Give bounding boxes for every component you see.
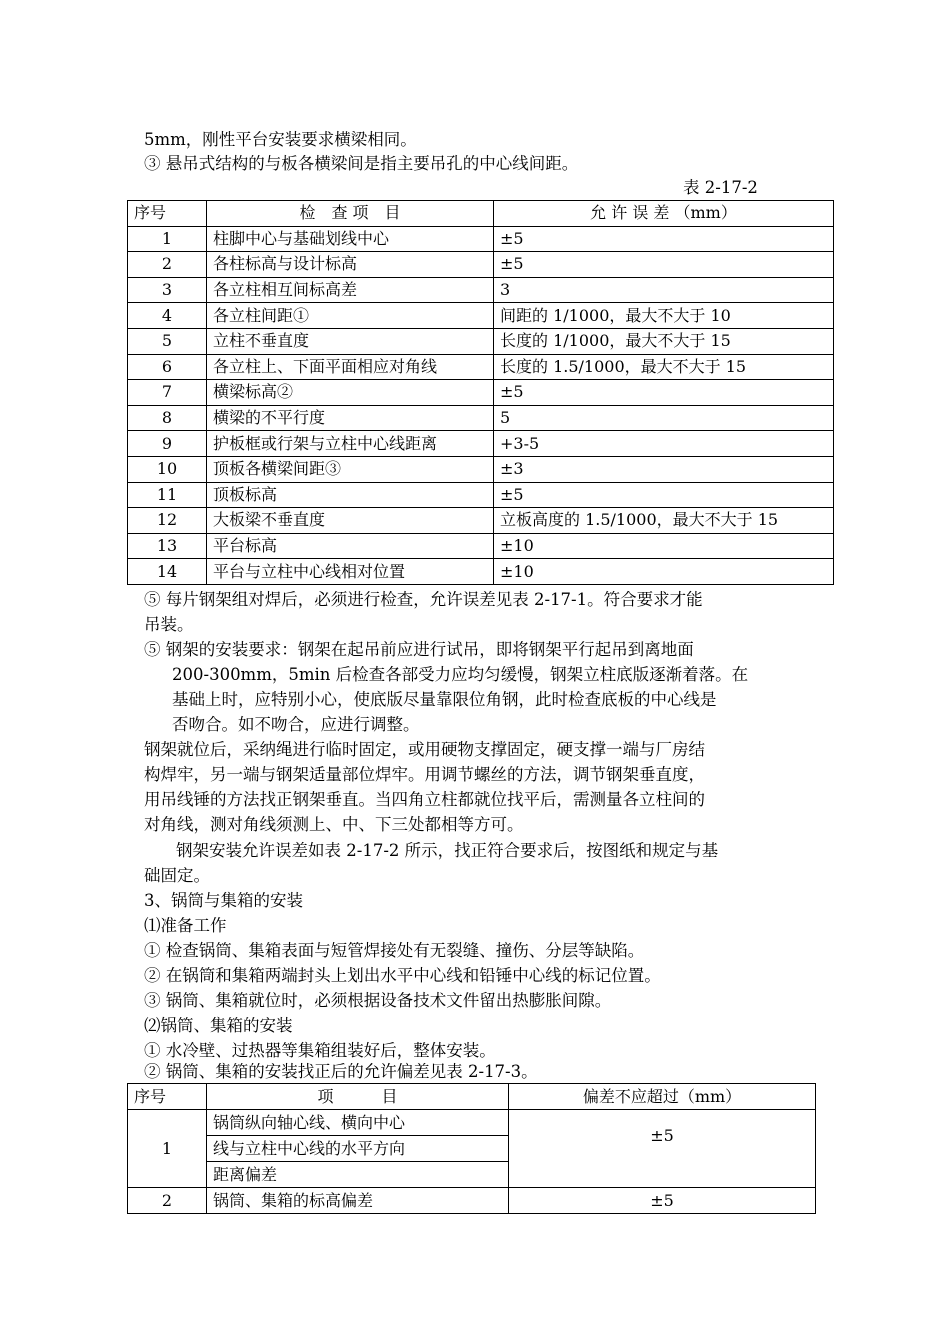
row-tolerance: ±10 — [494, 533, 834, 559]
table-row — [128, 456, 834, 482]
row-no: 12 — [128, 508, 207, 534]
table-row — [128, 303, 834, 329]
row-no: 8 — [128, 405, 207, 431]
row-item: 顶板标高 — [207, 482, 494, 508]
para-2-line-4: 否吻合。如不吻合，应进行调整。 — [172, 715, 420, 734]
row-item: 各立柱间距① — [207, 303, 494, 329]
table-row — [128, 1110, 816, 1136]
row-tolerance: 3 — [494, 277, 834, 303]
table-header-row — [128, 1084, 816, 1110]
table-header-row — [128, 201, 834, 227]
row-item: 大板梁不垂直度 — [207, 508, 494, 534]
row-no: 2 — [128, 1188, 207, 1214]
para-3-line-1: 钢架就位后，采纳绳进行临时固定，或用硬物支撑固定，硬支撑一端与厂房结 — [144, 740, 705, 759]
para-1-line-1: ⑤ 每片钢架组对焊后，必须进行检查，允许误差见表 2-17-1。符合要求才能 — [144, 590, 703, 609]
table-row — [128, 508, 834, 534]
row-item: 各立柱相互间标高差 — [207, 277, 494, 303]
row-tolerance: ±5 — [494, 252, 834, 278]
table-row — [128, 1188, 816, 1214]
para-1-line-2: 吊装。 — [144, 615, 194, 634]
para-2-line-2: 200-300mm，5min 后检查各部受力应均匀缓慢，钢架立柱底版逐渐着落。在 — [172, 665, 749, 684]
subsection-prep: ⑴准备工作 — [144, 916, 227, 935]
row-item-line: 锅筒纵向轴心线、横向中心 — [207, 1110, 509, 1136]
row-item: 柱脚中心与基础划线中心 — [207, 226, 494, 252]
header-item: 项 目 — [207, 1084, 509, 1110]
para-4-line-2: 础固定。 — [144, 866, 210, 885]
section-heading: 3、锅筒与集箱的安装 — [144, 891, 303, 910]
table-row — [128, 405, 834, 431]
intro-line-1: 5mm，刚性平台安装要求横梁相同。 — [144, 130, 417, 149]
row-no: 14 — [128, 559, 207, 585]
row-no: 3 — [128, 277, 207, 303]
row-no: 10 — [128, 456, 207, 482]
para-3-line-3: 用吊线锤的方法找正钢架垂直。当四角立柱都就位找平后，需测量各立柱间的 — [144, 790, 705, 809]
row-item: 锅筒、集箱的标高偏差 — [207, 1188, 509, 1214]
row-no: 6 — [128, 354, 207, 380]
row-item: 顶板各横梁间距③ — [207, 456, 494, 482]
row-tolerance: 5 — [494, 405, 834, 431]
install-item-2: ② 锅筒、集箱的安装找正后的允许偏差见表 2-17-3。 — [144, 1062, 538, 1081]
table-row — [128, 559, 834, 585]
table-row — [128, 431, 834, 457]
row-item: 护板框或行架与立柱中心线距离 — [207, 431, 494, 457]
row-tolerance: ±5 — [494, 482, 834, 508]
row-item: 横梁的不平行度 — [207, 405, 494, 431]
table-row — [128, 252, 834, 278]
row-no: 4 — [128, 303, 207, 329]
row-no: 2 — [128, 252, 207, 278]
subsection-install: ⑵锅筒、集箱的安装 — [144, 1016, 293, 1035]
header-no: 序号 — [128, 1084, 207, 1110]
para-4-line-1: 钢架安装允许误差如表 2-17-2 所示，找正符合要求后，按图纸和规定与基 — [176, 841, 719, 860]
row-no: 13 — [128, 533, 207, 559]
para-2-line-3: 基础上时，应特别小心，使底版尽量靠限位角钢，此时检查底板的中心线是 — [172, 690, 717, 709]
tolerance-table — [127, 200, 834, 585]
row-no: 5 — [128, 328, 207, 354]
row-tolerance: ±5 — [494, 380, 834, 406]
table-row — [128, 277, 834, 303]
row-tolerance: 立板高度的 1.5/1000，最大不大于 15 — [494, 508, 834, 534]
row-item-line: 线与立柱中心线的水平方向 — [207, 1136, 509, 1162]
row-item: 各柱标高与设计标高 — [207, 252, 494, 278]
row-item: 平台与立柱中心线相对位置 — [207, 559, 494, 585]
row-item: 立柱不垂直度 — [207, 328, 494, 354]
header-tolerance: 允 许 误 差 （mm） — [494, 201, 834, 227]
table-row — [128, 482, 834, 508]
prep-item-3: ③ 锅筒、集箱就位时，必须根据设备技术文件留出热膨胀间隙。 — [144, 991, 612, 1010]
row-tolerance: 间距的 1/1000，最大不大于 10 — [494, 303, 834, 329]
row-item-line: 距离偏差 — [207, 1162, 509, 1188]
table-row — [128, 380, 834, 406]
header-deviation: 偏差不应超过（mm） — [509, 1084, 816, 1110]
table-row — [128, 328, 834, 354]
install-item-1: ① 水冷壁、过热器等集箱组装好后，整体安装。 — [144, 1041, 496, 1060]
row-no: 1 — [128, 226, 207, 252]
row-no: 7 — [128, 380, 207, 406]
row-tolerance: ±3 — [494, 456, 834, 482]
row-tolerance: ±10 — [494, 559, 834, 585]
row-tolerance: +3-5 — [494, 431, 834, 457]
table-row — [128, 226, 834, 252]
row-deviation: ±5 — [509, 1188, 816, 1214]
table-row — [128, 533, 834, 559]
row-item: 横梁标高② — [207, 380, 494, 406]
drum-deviation-table — [127, 1083, 816, 1214]
row-no: 9 — [128, 431, 207, 457]
row-no: 1 — [128, 1110, 207, 1188]
row-no: 11 — [128, 482, 207, 508]
row-tolerance: ±5 — [494, 226, 834, 252]
row-item: 各立柱上、下面平面相应对角线 — [207, 354, 494, 380]
para-2-line-1: ⑤ 钢架的安装要求：钢架在起吊前应进行试吊，即将钢架平行起吊到离地面 — [144, 640, 694, 659]
row-tolerance: 长度的 1.5/1000，最大不大于 15 — [494, 354, 834, 380]
table-row — [128, 354, 834, 380]
header-item: 检 查 项 目 — [207, 201, 494, 227]
intro-line-2: ③ 悬吊式结构的与板各横梁间是指主要吊孔的中心线间距。 — [144, 154, 579, 173]
prep-item-2: ② 在锅筒和集箱两端封头上划出水平中心线和铅锤中心线的标记位置。 — [144, 966, 661, 985]
header-no: 序号 — [128, 201, 207, 227]
para-3-line-4: 对角线，测对角线须测上、中、下三处都相等方可。 — [144, 815, 524, 834]
table-caption: 表 2-17-2 — [683, 178, 758, 197]
prep-item-1: ① 检查锅筒、集箱表面与短管焊接处有无裂缝、撞伤、分层等缺陷。 — [144, 941, 645, 960]
row-deviation: ±5 — [509, 1110, 816, 1188]
para-3-line-2: 构焊牢，另一端与钢架适量部位焊牢。用调节螺丝的方法，调节钢架垂直度， — [144, 765, 705, 784]
row-item: 平台标高 — [207, 533, 494, 559]
row-tolerance: 长度的 1/1000，最大不大于 15 — [494, 328, 834, 354]
